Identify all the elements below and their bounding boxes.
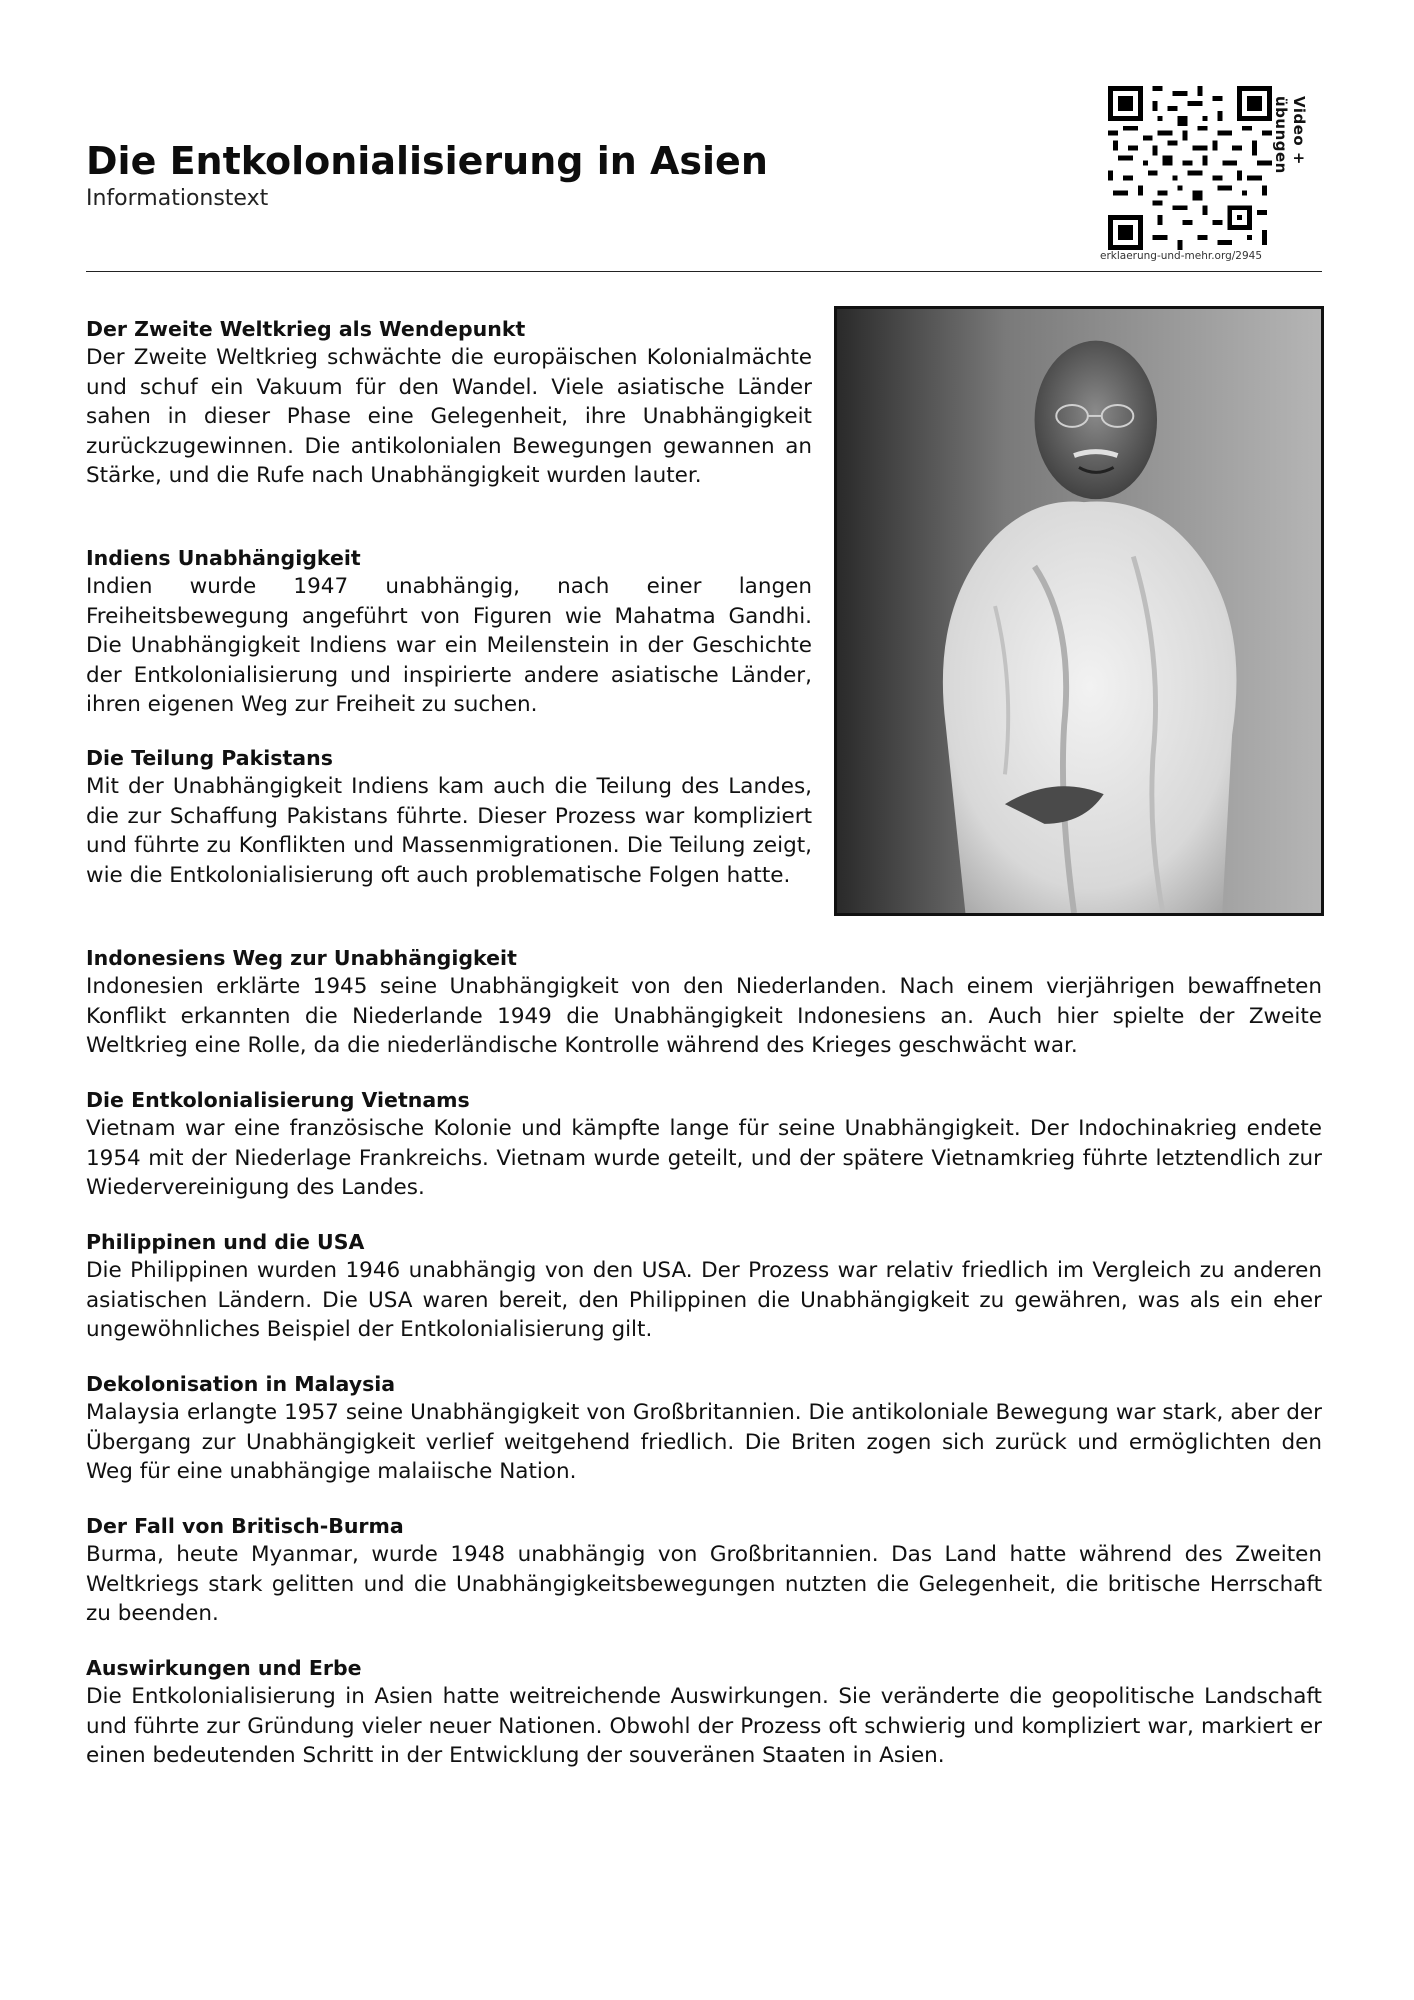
section-heading: Philippinen und die USA — [86, 1230, 365, 1254]
portrait-image — [837, 309, 1321, 913]
qr-code[interactable] — [1108, 86, 1272, 250]
section-heading: Auswirkungen und Erbe — [86, 1656, 362, 1680]
section-text: Malaysia erlangte 1957 seine Unabhängigkeit von Großbritannien. Die antikoloniale Bewegung war stark, aber der Übergang zur Unabhängigkeit verlief weitgehend friedlich. Die Briten zogen sich zurück und ermöglichten den Weg für eine unabhängige malaiische Nation. — [86, 1400, 1322, 1484]
section-heading: Der Fall von Britisch-Burma — [86, 1514, 404, 1538]
document-title: Die Entkolonialisierung in Asien — [86, 139, 768, 183]
section-burma — [86, 1512, 1322, 1629]
section-text: Die Philippinen wurden 1946 unabhängig von den USA. Der Prozess war relativ friedlich im Vergleich zu anderen asiatischen Ländern. Die USA waren bereit, den Philippinen die Unabhängigkeit zu gewähren, was als ein eher ungewöhnliches Beispiel der Entkolonialisierung gilt. — [86, 1258, 1322, 1342]
section-heading: Indonesiens Weg zur Unabhängigkeit — [86, 946, 517, 970]
section-philippines — [86, 1228, 1322, 1345]
section-text: Mit der Unabhängigkeit Indiens kam auch die Teilung des Landes, die zur Schaffung Pakistans führte. Dieser Prozess war kompliziert und führte zu Konflikten und Massenmigrationen. Die Teilung zeigt, wie die Entkolonialisierung oft auch problematische Folgen hatte. — [86, 774, 812, 888]
section-malaysia — [86, 1370, 1322, 1487]
section-text: Die Entkolonialisierung in Asien hatte weitreichende Auswirkungen. Sie veränderte die geopolitische Landschaft und führte zur Gründung vieler neuer Nationen. Obwohl der Prozess oft schwierig und kompliziert war, markiert er einen bedeutenden Schritt in der Entwicklung der souveränen Staaten in Asien. — [86, 1684, 1322, 1768]
section-world-war — [86, 315, 812, 491]
section-impact — [86, 1654, 1322, 1771]
section-heading: Die Teilung Pakistans — [86, 746, 333, 770]
section-pakistan — [86, 744, 812, 890]
section-heading: Der Zweite Weltkrieg als Wendepunkt — [86, 317, 526, 341]
section-vietnam — [86, 1086, 1322, 1203]
qr-url-caption[interactable]: erklaerung-und-mehr.org/2945 — [1100, 250, 1263, 262]
section-indonesia — [86, 944, 1322, 1061]
document-subtitle: Informationstext — [86, 186, 269, 211]
section-heading: Die Entkolonialisierung Vietnams — [86, 1088, 470, 1112]
section-heading: Indiens Unabhängigkeit — [86, 546, 361, 570]
qr-code-icon — [1108, 86, 1272, 250]
section-text: Burma, heute Myanmar, wurde 1948 unabhängig von Großbritannien. Das Land hatte während des Zweiten Weltkriegs stark gelitten und die Unabhängigkeitsbewegungen nutzten die Gelegenheit, die britische Herrschaft zu beenden. — [86, 1542, 1322, 1626]
section-text: Indonesien erklärte 1945 seine Unabhängigkeit von den Niederlanden. Nach einem vierjährigen bewaffneten Konflikt erkannten die Niederlande 1949 die Unabhängigkeit Indonesiens an. Auch hier spielte der Zweite Weltkrieg eine Rolle, da die niederländische Kontrolle während des Krieges geschwächt war. — [86, 974, 1322, 1058]
header-divider — [86, 271, 1322, 272]
section-text: Vietnam war eine französische Kolonie und kämpfte lange für seine Unabhängigkeit. Der Indochinakrieg endete 1954 mit der Niederlage Frankreichs. Vietnam wurde geteilt, und der spätere Vietnamkrieg führte letztendlich zur Wiedervereinigung des Landes. — [86, 1116, 1322, 1200]
section-text: Der Zweite Weltkrieg schwächte die europäischen Kolonialmächte und schuf ein Vakuum für den Wandel. Viele asiatische Länder sahen in dieser Phase eine Gelegenheit, ihre Unabhängigkeit zurückzugewinnen. Die antikolonialen Bewegungen gewannen an Stärke, und die Rufe nach Unabhängigkeit wurden lauter. — [86, 345, 812, 488]
portrait-photo — [834, 306, 1324, 916]
section-text: Indien wurde 1947 unabhängig, nach einer langen Freiheitsbewegung angeführt von Figuren wie Mahatma Gandhi. Die Unabhängigkeit Indiens war ein Meilenstein in der Geschichte der Entkolonialisierung und inspirierte andere asiatische Länder, ihren eigenen Weg zur Freiheit zu suchen. — [86, 574, 812, 717]
section-india — [86, 544, 812, 720]
qr-side-label: Video + übungen — [1272, 96, 1308, 174]
section-heading: Dekolonisation in Malaysia — [86, 1372, 396, 1396]
